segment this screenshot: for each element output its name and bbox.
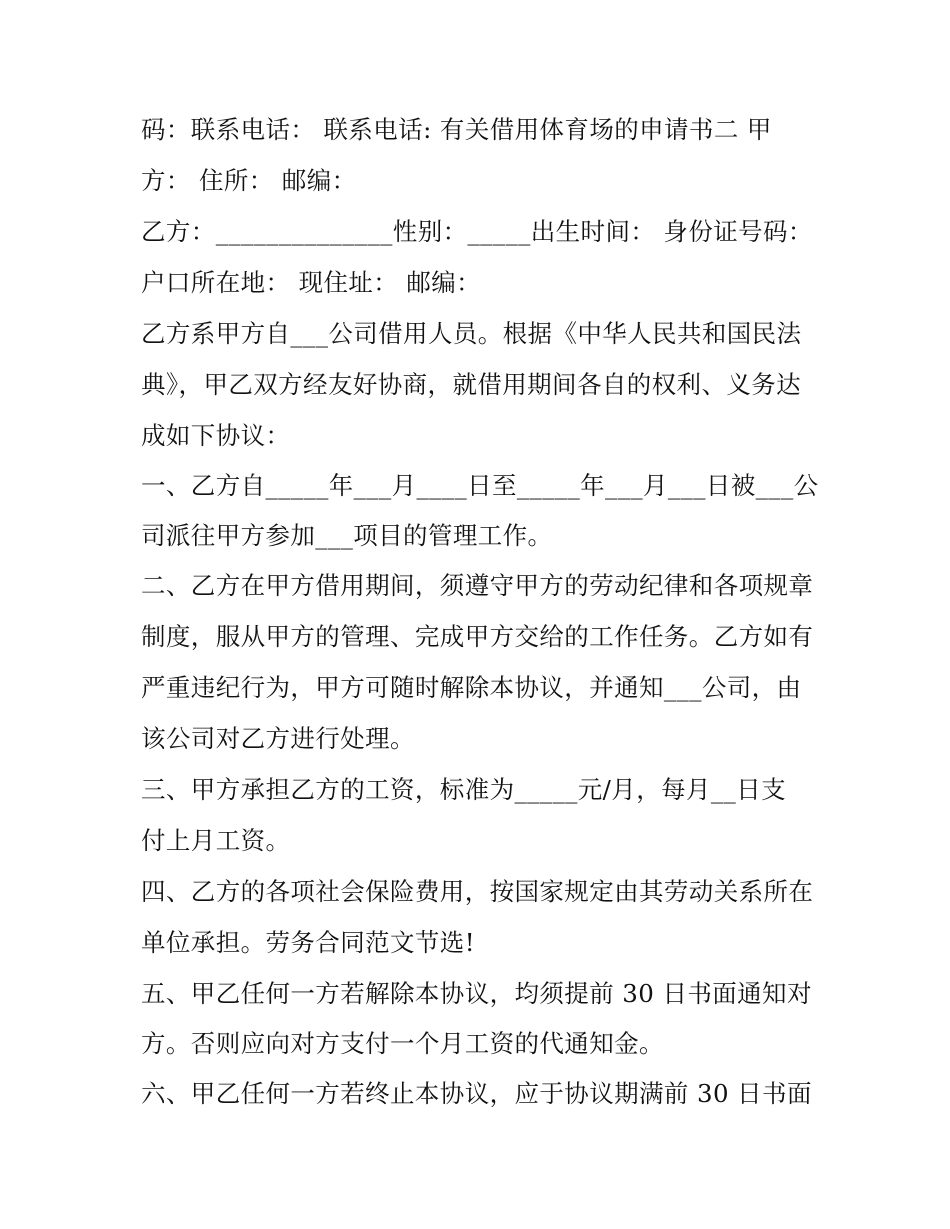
text-line: 四、乙方的各项社会保险费用，按国家规定由其劳动关系所在	[141, 877, 814, 906]
text-line: 付上月工资。	[141, 826, 291, 855]
text-line: 该公司对乙方进行处理。	[141, 724, 415, 753]
text-line: 典》，甲乙双方经友好协商，就借用期间各自的权利、义务达	[141, 370, 802, 399]
text-line: 成如下协议：	[141, 421, 291, 450]
text-line: 三、甲方承担乙方的工资，标准为_____元/月，每月__日支	[141, 775, 787, 804]
text-line: 司派往甲方参加___项目的管理工作。	[141, 521, 553, 550]
text-line: 五、甲乙任何一方若解除本协议，均须提前 30 日书面通知对	[141, 979, 812, 1008]
text-line: 六、甲乙任何一方若终止本协议，应于协议期满前 30 日书面	[141, 1079, 812, 1108]
text-line: 乙方系甲方自___公司借用人员。根据《中华人民共和国民法	[141, 319, 802, 348]
text-line: 码：联系电话： 联系电话: 有关借用体育场的申请书二 甲	[141, 115, 772, 144]
text-line: 二、乙方在甲方借用期间，须遵守甲方的劳动纪律和各项规章	[141, 571, 814, 600]
text-line: 方。否则应向对方支付一个月工资的代通知金。	[141, 1029, 664, 1058]
text-line: 户口所在地： 现住址： 邮编：	[141, 268, 482, 297]
text-line: 制度，服从甲方的管理、完成甲方交给的工作任务。乙方如有	[141, 622, 814, 651]
text-line: 单位承担。劳务合同范文节选!	[141, 928, 475, 957]
text-line: 乙方：______________性别：_____出生时间： 身份证号码：	[141, 217, 813, 246]
text-line: 方： 住所： 邮编：	[141, 166, 357, 195]
text-line: 一、乙方自_____年___月____日至_____年___月___日被___公	[141, 471, 819, 500]
text-line: 严重违纪行为，甲方可随时解除本协议，并通知___公司，由	[141, 673, 802, 702]
